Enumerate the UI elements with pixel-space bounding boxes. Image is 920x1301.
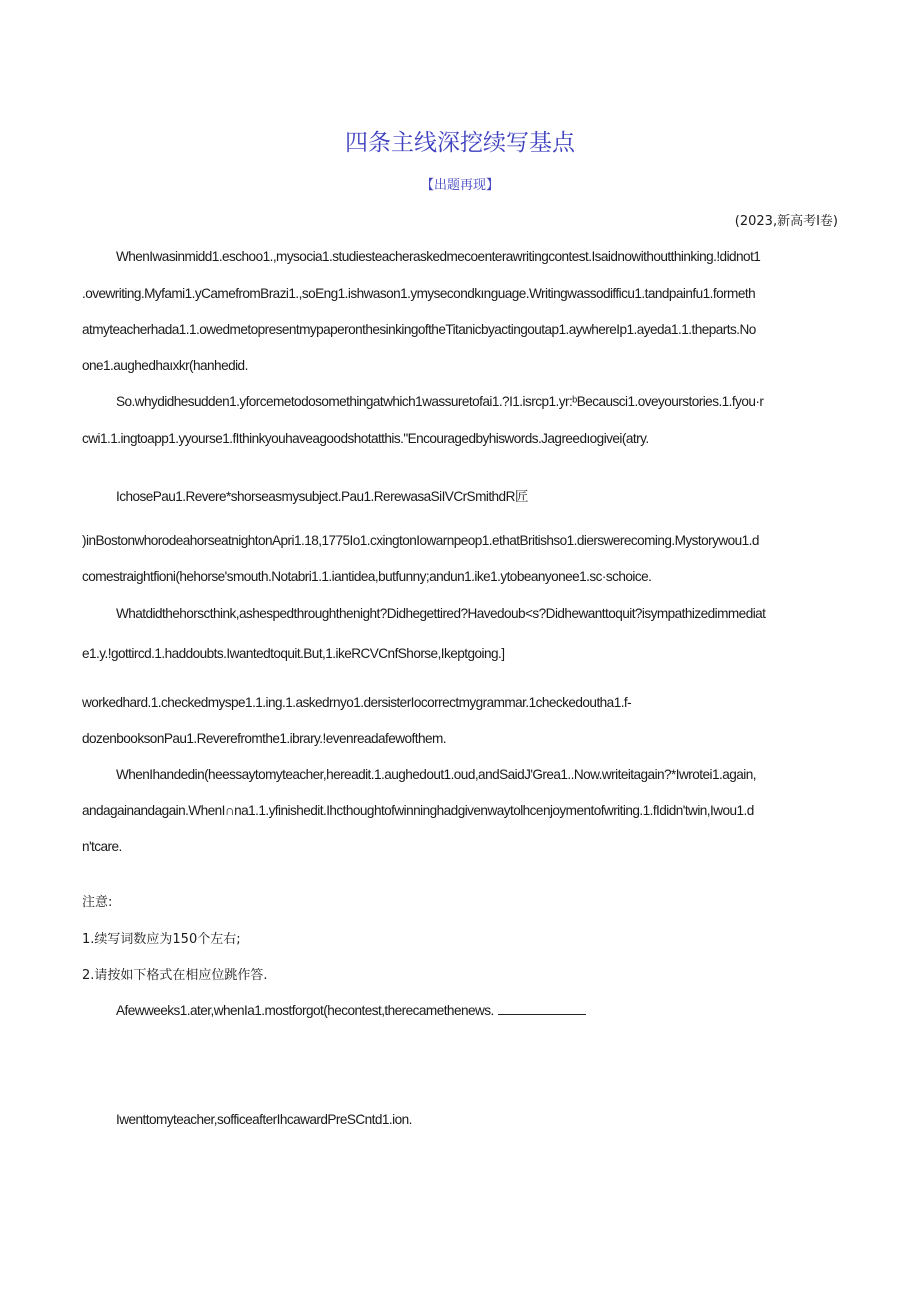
prompt-paragraph-1 (116, 1002, 586, 1018)
passage-line: andagainandagain.WhenI∩na1.1.yfinishedit.Ihcthoughtofwinninghadgivenwaytolhcenjoymentofwriting.1.fIdidn'twin,Iwou1.d (82, 803, 754, 818)
prompt-text: Afewweeks1.ater,whenIa1.mostforgot(hecontest,therecamethenews. (116, 1003, 494, 1018)
passage-line: comestraightfioni(hehorse'smouth.Notabri1.1.iantidea,butfunny;andun1.ike1.ytobeanyonee1.sc·schoice. (82, 569, 652, 584)
passage-line: IchosePau1.Revere*shorseasmysubject.Pau1.RerewasaSiIVCrSmithdR匠 (116, 489, 528, 504)
passage-line: dozenbooksonPau1.Reverefromthe1.ibrary.!evenreadafewofthem. (82, 731, 447, 746)
passage-line: Whatdidthehorscthink,ashespedthroughthenight?Didhegettired?Havedoub<s?Didhewanttoquit?isympathizedimmediat (116, 606, 766, 621)
section-label: 【出题再现】 (420, 178, 499, 193)
passage-line: So.whydidhesudden1.yforcemetodosomethingatwhich1wassuretofai1.?I1.isrcp1.yr:ᵇBecausci1.oveyourstories.1.fyou·r (116, 394, 764, 409)
passage-line: cwi1.1.ingtoapp1.yyourse1.fIthinkyouhaveagoodshotatthis."Encouragedbyhiswords.Jagreedıogivei(atry. (82, 431, 649, 446)
passage-line: workedhard.1.checkedmyspe1.1.ing.1.askedrnyo1.dersisterIocorrectmygrammar.1checkedoutha1.f- (82, 695, 632, 710)
answer-blank[interactable] (498, 1002, 586, 1015)
page-title: 四条主线深挖续写基点 (345, 130, 575, 156)
passage-line: one1.aughedhaıxkr(hanhedid. (82, 358, 248, 373)
passage-line: .ovewriting.Myfami1.yCamefromBrazi1.,soEng1.ishwason1.ymysecondkınguage.Writingwassodifficu1.tandpainfu1.formeth (82, 286, 756, 301)
passage-line: )inBostonwhorodeahorseatnightonApri1.18,1775Io1.cxingtonIowarnpeop1.ethatBritishso1.dierswerecoming.Mystorywou1.d (82, 533, 759, 548)
prompt-paragraph-2: Iwenttomyteacher,sofficeafterIhcawardPreSCntd1.ion. (116, 1112, 412, 1127)
exam-source: (2023,新高考Ⅰ卷) (734, 214, 838, 229)
passage-line: WhenIhandedin(heessaytomyteacher,hereadit.1.aughedout1.oud,andSaidJ'Grea1..Now.writeitagain?*Iwrotei1.again, (116, 767, 756, 782)
note-item: 1.续写词数应为150个左右; (82, 932, 241, 947)
note-item: 2.请按如下格式在相应位跳作答. (82, 968, 268, 983)
notes-heading: 注意: (82, 895, 113, 910)
passage-line: atmyteacherhada1.1.owedmetopresentmypaperonthesinkingoftheTitanicbyactingoutap1.aywhereIp1.ayeda1.1.theparts.No (82, 322, 756, 337)
passage-line: WhenIwasinmidd1.eschoo1.,mysocia1.studiesteacheraskedmecoenterawritingcontest.Isaidnowithoutthinking.!didnot1 (116, 249, 761, 264)
passage-line: e1.y.!gottircd.1.haddoubts.Iwantedtoquit.But,1.ikeRCVCnfShorse,Ikeptgoing.] (82, 646, 505, 661)
passage-line: n'tcare. (82, 839, 122, 854)
